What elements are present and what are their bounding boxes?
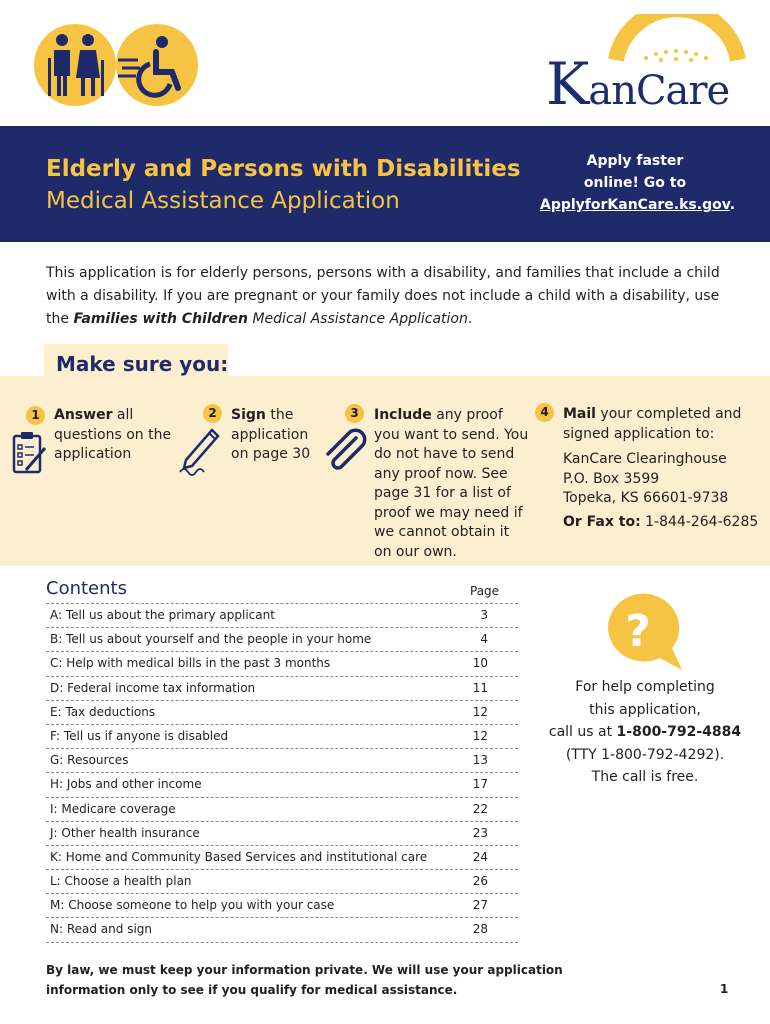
intro-emphasis-bold: Families with Children <box>73 311 249 327</box>
contents-label: J: Other health insurance <box>50 825 200 840</box>
kancare-logo <box>546 14 742 118</box>
contents-label: N: Read and sign <box>50 922 152 937</box>
contents-table <box>46 603 518 943</box>
contents-label: C: Help with medical bills in the past 3 months <box>50 656 331 671</box>
contents-page: 23 <box>472 825 488 840</box>
contents-page: 11 <box>472 680 488 695</box>
address-line2: P.O. Box 3599 <box>563 470 660 487</box>
question-bubble-icon <box>586 590 690 676</box>
contents-label: G: Resources <box>50 753 129 768</box>
contents-label: E: Tax deductions <box>50 704 156 719</box>
step-3-verb: Include <box>374 407 432 423</box>
contents-row <box>46 893 518 917</box>
contents-page: 28 <box>472 922 488 937</box>
paperclip-icon <box>322 428 368 474</box>
privacy-notice: By law, we must keep your information private. We will use your application information only to see if you qualify for medical assistance. <box>46 963 563 997</box>
logo-wordmark: KanCare <box>546 50 730 118</box>
step-2-rest: the application on page 30 <box>231 407 311 462</box>
step-number: 2 <box>203 404 222 423</box>
fax-line <box>563 513 768 533</box>
contents-label: D: Federal income tax information <box>50 680 256 695</box>
address-line1: KanCare Clearinghouse <box>563 451 727 467</box>
step-4-text <box>563 405 763 444</box>
contents-row <box>46 627 518 651</box>
step-number: 4 <box>535 403 554 422</box>
address-line3: Topeka, KS 66601-9738 <box>563 490 729 506</box>
contents-page: 17 <box>472 777 488 792</box>
svg-text:?: ? <box>625 606 651 657</box>
help-line2: this application, <box>589 701 701 718</box>
fax-number: 1-844-264-6285 <box>640 514 759 530</box>
apply-period: . <box>729 197 736 213</box>
title-banner <box>0 126 770 242</box>
intro-emphasis: Medical Assistance Application <box>248 311 468 327</box>
apply-online-notice <box>540 150 736 216</box>
contents-label: H: Jobs and other income <box>50 777 202 792</box>
contents-page: 12 <box>472 704 488 719</box>
help-contact <box>540 676 750 789</box>
pen-signature-icon <box>176 424 224 476</box>
step-4-rest: your completed and signed application to: <box>563 406 742 442</box>
contents-page: 4 <box>480 632 488 647</box>
contents-page: 24 <box>472 849 488 864</box>
contents-label: K: Home and Community Based Services and institutional care <box>50 849 428 864</box>
apply-line1: Apply faster <box>586 153 684 169</box>
wheelchair-icon <box>116 24 198 106</box>
fax-label: Or Fax to: <box>563 514 641 530</box>
page-subtitle: Medical Assistance Application <box>46 188 400 214</box>
contents-row <box>46 772 518 796</box>
contents-page: 13 <box>472 753 488 768</box>
contents-row <box>46 603 518 627</box>
contents-label: M: Choose someone to help you with your case <box>50 898 335 913</box>
contents-label: A: Tell us about the primary applicant <box>50 608 275 622</box>
step-number: 1 <box>26 406 45 425</box>
make-sure-title: Make sure you: <box>56 352 229 376</box>
contents-row <box>46 869 518 893</box>
contents-label: L: Choose a health plan <box>50 874 192 889</box>
page-column-header: Page <box>470 584 500 598</box>
step-2-verb: Sign <box>231 407 266 423</box>
contents-row <box>46 748 518 772</box>
contents-page: 27 <box>472 898 488 913</box>
elderly-persons-icon <box>34 24 116 106</box>
contents-row <box>46 651 518 675</box>
make-sure-tab <box>44 344 228 384</box>
step-2-text <box>231 406 323 465</box>
intro-end: . <box>467 311 473 327</box>
intro-text: This application is for elderly persons, persons with a disability, and families that include a child with a disability. If you are pregnant or your family does not include a child with a disability, use the <box>46 265 720 327</box>
apply-line2: online! Go to <box>583 175 687 191</box>
contents-page: 3 <box>480 608 488 622</box>
contents-page: 26 <box>472 874 488 889</box>
contents-label: I: Medicare coverage <box>50 801 176 816</box>
contents-page: 10 <box>472 656 488 671</box>
help-line3: call us at <box>548 724 617 740</box>
contents-title: Contents <box>46 578 127 599</box>
step-1-text <box>54 406 182 465</box>
contents-row <box>46 700 518 724</box>
contents-row <box>46 676 518 700</box>
help-line5: The call is free. <box>591 769 699 785</box>
step-3-text <box>374 406 530 562</box>
step-number: 3 <box>345 404 364 423</box>
contents-page: 12 <box>472 728 488 743</box>
contents-label: F: Tell us if anyone is disabled <box>50 728 229 743</box>
intro-paragraph <box>46 262 746 331</box>
mailing-address <box>563 450 763 509</box>
help-line1: For help completing <box>575 679 715 695</box>
page-title: Elderly and Persons with Disabilities <box>46 156 521 182</box>
step-1-rest: all questions on the application <box>54 407 172 462</box>
contents-row <box>46 797 518 821</box>
contents-page: 22 <box>472 801 488 816</box>
contents-row <box>46 845 518 869</box>
help-tty: (TTY 1-800-792-4292). <box>565 746 725 763</box>
page-number: 1 <box>720 982 729 996</box>
contents-label: B: Tell us about yourself and the people in your home <box>50 632 372 647</box>
make-sure-panel <box>0 376 770 566</box>
step-3-rest: any proof you want to send. You do not have to send any proof now. See page 31 for a list of proof we may need if we cannot obtain it on our own. <box>374 407 529 560</box>
contents-row <box>46 917 518 942</box>
step-1-verb: Answer <box>54 407 113 423</box>
clipboard-icon <box>12 430 48 476</box>
apply-online-link[interactable]: ApplyforKanCare.ks.gov <box>540 197 730 213</box>
contents-row <box>46 724 518 748</box>
step-4-verb: Mail <box>563 406 596 422</box>
contents-row <box>46 821 518 845</box>
help-phone: 1-800-792-4884 <box>616 724 742 740</box>
